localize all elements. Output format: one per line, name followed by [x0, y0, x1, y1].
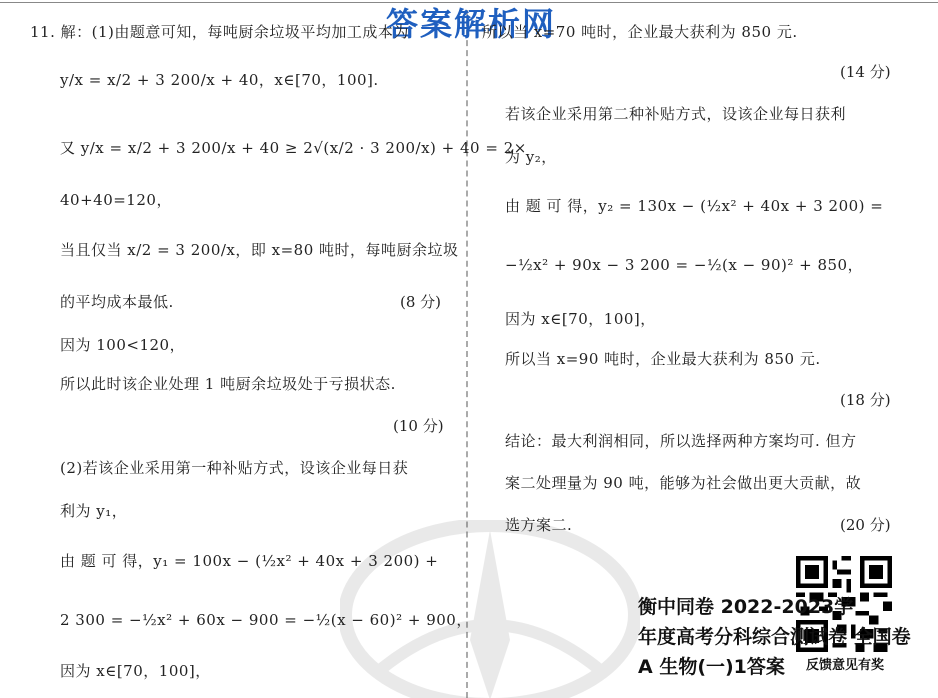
left-line-11: 由 题 可 得，y₁ = 100x − (½x² + 40x + 3 200) + [60, 552, 439, 570]
footer-title-line-3: A 生物(一)1答案 [638, 656, 785, 678]
right-line-8: 结论：最大利润相同，所以选择两种方案均可. 但方 [505, 432, 857, 450]
qr-caption: 反馈意见有奖 [806, 658, 885, 673]
site-watermark: 答案解析网 [386, 5, 557, 43]
right-line-3: 为 y₂， [505, 148, 557, 166]
left-line-5: 当且仅当 x/2 = 3 200/x，即 x=80 吨时，每吨厨余垃圾 [60, 241, 459, 259]
left-line-3: 又 y/x = x/2 + 3 200/x + 40 ≥ 2√(x/2 · 3 200/x) + 40 = 2× [60, 139, 527, 157]
left-line-10: 利为 y₁， [60, 502, 128, 520]
right-line-10: 选方案二. [505, 516, 573, 534]
left-line-9: (2)若该企业采用第一种补贴方式，设该企业每日获 [60, 459, 409, 477]
left-line-8: 所以此时该企业处理 1 吨厨余垃圾处于亏损状态. [60, 375, 396, 393]
right-line-5: −½x² + 90x − 3 200 = −½(x − 90)² + 850， [505, 256, 864, 274]
left-line-4: 40+40=120， [60, 191, 172, 209]
right-line-9: 案二处理量为 90 吨，能够为社会做出更大贡献，故 [505, 474, 862, 492]
left-line-2: y/x = x/2 + 3 200/x + 40，x∈[70，100]. [60, 71, 379, 89]
footer-title-line-2: 年度高考分科综合测试卷 全国卷 [638, 626, 911, 648]
left-line-7: 因为 100<120， [60, 336, 186, 354]
right-line-1: 所以当 x=70 吨时，企业最大获利为 850 元. [482, 23, 798, 41]
right-line-4: 由 题 可 得，y₂ = 130x − (½x² + 40x + 3 200) = [505, 197, 884, 215]
left-line-13: 因为 x∈[70，100]， [60, 662, 211, 680]
right-line-6: 因为 x∈[70，100]， [505, 310, 656, 328]
left-line-12: 2 300 = −½x² + 60x − 900 = −½(x − 60)² + 900， [60, 611, 472, 629]
left-line-6: 的平均成本最低. [60, 293, 174, 311]
score-14: (14 分) [840, 63, 891, 81]
left-line-1: 11. 解：(1)由题意可知，每吨厨余垃圾平均加工成本为 [30, 23, 409, 41]
footer-title-line-1: 衡中同卷 2022-2023学 [638, 596, 854, 618]
score-18: (18 分) [840, 391, 891, 409]
top-rule [0, 2, 938, 3]
score-10: (10 分) [393, 417, 444, 435]
score-8: (8 分) [400, 293, 442, 311]
right-line-7: 所以当 x=90 吨时，企业最大获利为 850 元. [505, 350, 821, 368]
score-20: (20 分) [840, 516, 891, 534]
right-line-2: 若该企业采用第二种补贴方式，设该企业每日获利 [505, 105, 847, 123]
